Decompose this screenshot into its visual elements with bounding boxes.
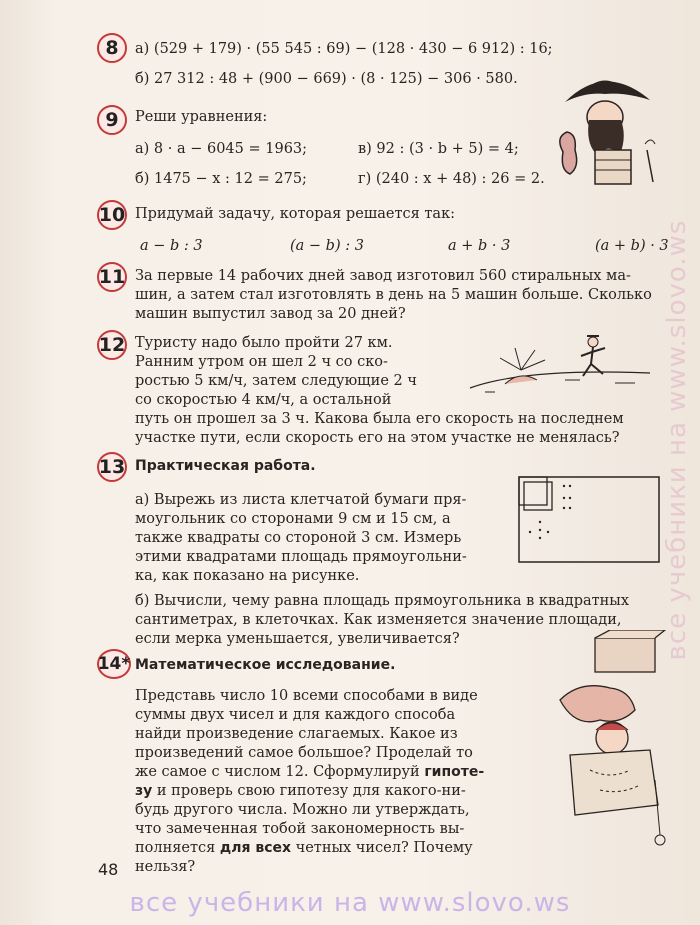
problem-12-line-4: со скоростью 4 км/ч, а остальной [135,392,392,408]
problem-13-a-line-5: ка, как показано на рисунке. [135,568,360,584]
problem-13-number: 13 [97,452,127,482]
problem-14-line-7: будь другого числа. Можно ли утверждать, [135,802,470,818]
problem-14-line-9-end: четных чисел? Почему [295,840,473,856]
problem-14-line-5 [135,763,484,782]
problem-14-line-10: нельзя? [135,859,196,875]
problem-8-number: 8 [97,33,127,63]
problem-12-line-1: Туристу надо было пройти 27 км. [135,335,393,351]
problem-13-a-line-4: этими квадратами площадь прямоугольни- [135,549,467,565]
problem-8-part-a: а) (529 + 179) · (55 545 : 69) − (128 · 430 − 6 912) : 16; [135,41,553,57]
problem-14-line-5-text: же самое с числом 12. Сформулируй [135,764,420,780]
tourist-running-illustration [465,328,655,400]
hypothesis-bold-2: зу [135,783,153,799]
problem-14-title: Математическое исследование. [135,657,396,673]
equation-v: в) 92 : (3 · b + 5) = 4; [358,141,519,157]
expression-3: a + b · 3 [448,238,511,254]
problem-13-a-line-2: моугольник со сторонами 9 см и 15 см, а [135,511,451,527]
problem-11-line-3: машин выпустил завод за 20 дней? [135,306,406,322]
problem-11-line-2: шин, а затем стал изготовлять в день на 5 машин больше. Сколько [135,287,652,303]
problem-12-line-5: путь он прошел за 3 ч. Какова была его скорость на последнем [135,411,624,427]
equation-g: г) (240 : x + 48) : 26 = 2. [358,171,545,187]
hypothesis-bold-1: гипоте- [424,764,485,780]
pirate-with-parrot-illustration [555,62,660,187]
problem-13-title: Практическая работа. [135,458,316,474]
problem-14-line-9-start: полняется [135,840,216,856]
problem-13-a-line-3: также квадраты со стороной 3 см. Измерь [135,530,462,546]
expression-4: (a + b) · 3 [595,238,669,254]
problem-14-line-6-text: и проверь свою гипотезу для какого-ни- [156,783,466,799]
problem-9-title: Реши уравнения: [135,109,268,125]
problem-13-b-line-2: сантиметрах, в клеточках. Как изменяется значение площади, [135,612,622,628]
problem-13-a-line-1: а) Вырежь из листа клетчатой бумаги пря- [135,492,467,508]
side-watermark-text: все учебники на www.slovo.ws [662,219,692,661]
problem-12-line-6: участке пути, если скорость его на этом участке не менялась? [135,430,620,446]
problem-14-line-8: что замеченная тобой закономерность вы- [135,821,465,837]
problem-14-line-9 [135,839,473,858]
problem-10-number: 10 [97,200,127,230]
bottom-watermark: все учебники на www.slovo.ws [129,888,571,918]
problem-14-number: 14* [97,649,131,679]
expression-2: (a − b) : 3 [290,238,364,254]
problem-14-line-1: Представь число 10 всеми способами в виде [135,688,478,704]
equation-b: б) 1475 − x : 12 = 275; [135,171,307,187]
problem-13-b-line-1: б) Вычисли, чему равна площадь прямоугольника в квадратных [135,593,630,609]
problem-14-line-6 [135,782,466,801]
pirate-with-map-illustration [540,630,675,855]
problem-14-line-2: суммы двух чисел и для каждого способа [135,707,456,723]
problem-14-line-4: произведений самое большое? Проделай то [135,745,473,761]
problem-12-line-2: Ранним утром он шел 2 ч со ско- [135,354,388,370]
problem-10-title: Придумай задачу, которая решается так: [135,206,456,222]
rectangle-squares-diagram [518,476,660,564]
for-all-bold: для всех [219,840,292,856]
problem-14-line-3: найди произведение слагаемых. Какое из [135,726,458,742]
problem-12-line-3: ростью 5 км/ч, затем следующие 2 ч [135,373,417,389]
problem-11-number: 11 [97,262,127,292]
equation-a: а) 8 · a − 6045 = 1963; [135,141,308,157]
problem-13-b-line-3: если мерка уменьшается, увеличивается? [135,631,460,647]
problem-11-line-1: За первые 14 рабочих дней завод изготовил 560 стиральных ма- [135,268,631,284]
page-number: 48 [98,860,119,879]
problem-8-part-b: б) 27 312 : 48 + (900 − 669) · (8 · 125) − 306 · 580. [135,71,518,87]
problem-12-number: 12 [97,330,127,360]
problem-9-number: 9 [97,105,127,135]
expression-1: a − b : 3 [140,238,203,254]
